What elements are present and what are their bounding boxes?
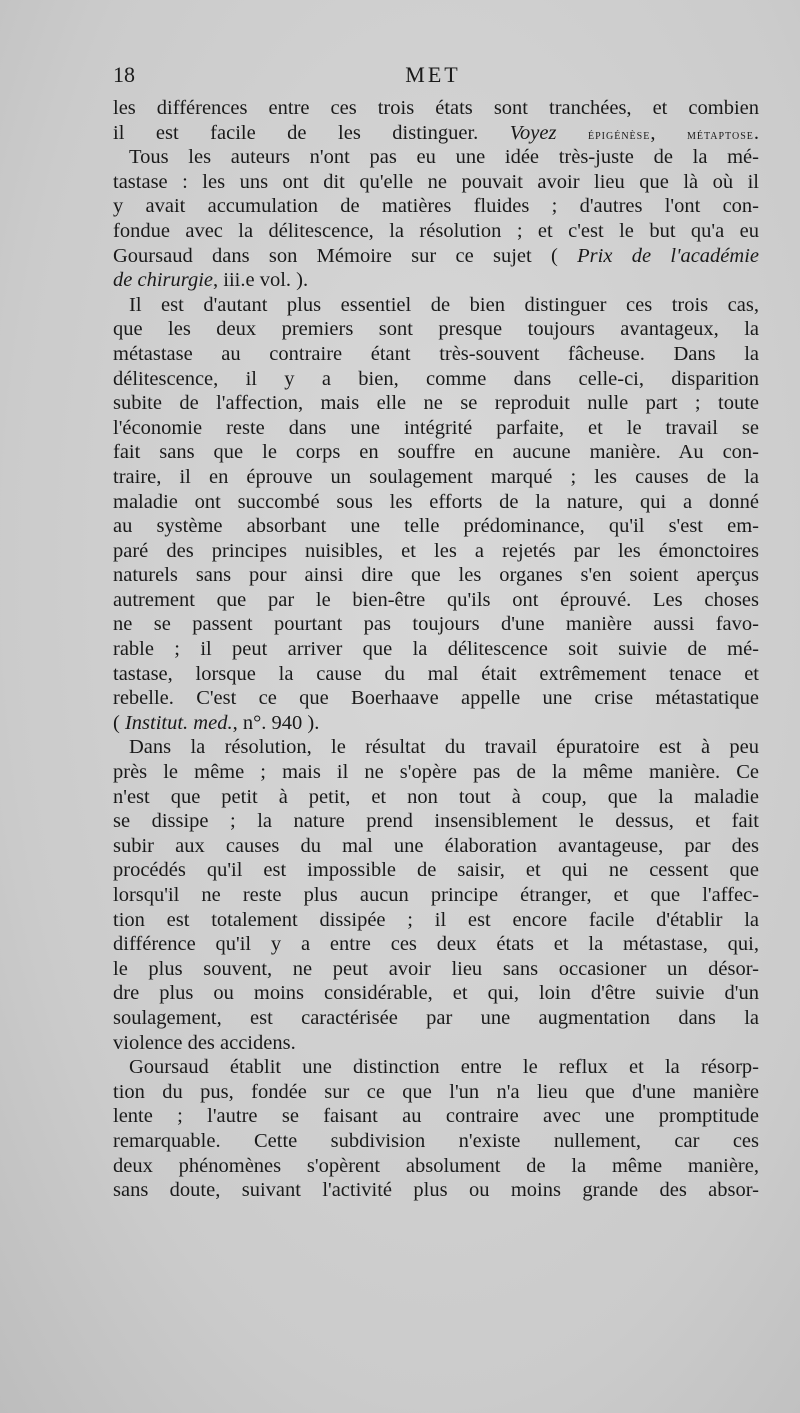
text-segment: métastase au contraire étant très-souvent fâcheuse. Dans la: [113, 342, 759, 365]
text-line: [113, 563, 759, 588]
text-line: [113, 662, 759, 687]
text-segment: ne se passent pourtant pas toujours d'une manière aussi favo-: [113, 613, 759, 636]
text-segment: Goursaud établit une distinction entre le reflux et la résorp-: [129, 1056, 759, 1079]
text-segment: épigénèse: [587, 126, 651, 143]
text-segment: tastase : les uns ont dit qu'elle ne pouvait avoir lieu que là où il: [113, 170, 759, 193]
text-segment: rable ; il peut arriver que la délitescence soit suivie de mé-: [113, 638, 759, 661]
text-segment: n'est que petit à petit, et non tout à coup, que la maladie: [113, 785, 759, 808]
text-segment: procédés qu'il est impossible de saisir, et qui ne cessent que: [113, 859, 759, 882]
text-line: [113, 96, 759, 121]
text-segment: métaptose: [686, 126, 754, 143]
text-segment: lorsqu'il ne reste plus aucun principe étranger, et que l'affec-: [113, 884, 759, 906]
text-line: [113, 342, 759, 367]
text-line: [113, 883, 759, 908]
text-line: [113, 1129, 759, 1154]
text-line: [113, 588, 759, 613]
text-line: [113, 293, 759, 318]
text-line: [113, 244, 759, 269]
text-line: [113, 1154, 759, 1179]
text-line: [113, 391, 759, 416]
text-segment: ,: [650, 121, 687, 144]
text-segment: les différences entre ces trois états sont tranchées, et combien: [113, 97, 759, 119]
text-segment: autrement que par le bien-être qu'ils ont éprouvé. Les choses: [113, 588, 759, 611]
text-line: [113, 514, 759, 539]
text-segment: traire, il en éprouve un soulagement marqué ; les causes de la: [113, 465, 759, 488]
text-segment: sans doute, suivant l'activité plus ou moins grande des absor-: [113, 1179, 759, 1202]
text-segment: subir aux causes du mal une élaboration avantageuse, par des: [113, 834, 759, 857]
text-segment: violence des accidens.: [113, 1031, 296, 1054]
text-segment: maladie ont succombé sous les efforts de la nature, qui a donné: [113, 490, 759, 513]
text-segment: il est facile de les distinguer.: [113, 121, 510, 144]
text-segment: remarquable. Cette subdivision n'existe nullement, car ces: [113, 1129, 759, 1152]
text-segment: Institut. med.: [124, 711, 233, 734]
text-line: [113, 440, 759, 465]
text-line: [113, 1006, 759, 1031]
text-segment: dre plus ou moins considérable, et qui, loin d'être suivie d'un: [113, 982, 759, 1005]
text-line: [113, 785, 759, 810]
text-line: [113, 612, 759, 637]
text-segment: naturels sans pour ainsi dire que les organes s'en soient aperçus: [113, 564, 759, 587]
text-line: [113, 1178, 759, 1203]
text-segment: au système absorbant une telle prédominance, qu'il s'est em-: [113, 515, 759, 538]
text-segment: se dissipe ; la nature prend insensiblement le dessus, et fait: [113, 810, 759, 833]
text-line: [113, 809, 759, 834]
text-line: [113, 268, 759, 293]
text-segment: de chirurgie: [113, 269, 214, 292]
text-segment: près le même ; mais il ne s'opère pas de la même manière. Ce: [113, 761, 759, 784]
text-segment: que les deux premiers sont presque toujours avantageux, la: [113, 318, 759, 341]
text-line: [113, 760, 759, 785]
text-line: [113, 1031, 759, 1056]
text-line: [113, 367, 759, 392]
text-segment: (: [113, 711, 125, 734]
text-line: [113, 317, 759, 342]
running-head: MET: [405, 62, 461, 87]
text-segment: fondue avec la délitescence, la résolution ; et c'est le but qu'a eu: [113, 219, 759, 242]
text-segment: deux phénomènes s'opèrent absolument de la même manière,: [113, 1154, 759, 1177]
text-line: [113, 957, 759, 982]
body-text: [113, 96, 759, 1203]
text-line: [113, 1080, 759, 1105]
text-line: [113, 490, 759, 515]
text-segment: délitescence, il y a bien, comme dans celle-ci, disparition: [113, 367, 759, 390]
text-segment: Voyez: [509, 121, 557, 144]
text-segment: , iii.e vol. ).: [213, 269, 309, 292]
text-line: [113, 145, 759, 170]
text-segment: rebelle. C'est ce que Boerhaave appelle une crise métastatique: [113, 687, 759, 710]
text-segment: tastase, lorsque la cause du mal était extrêmement tenace et: [113, 662, 759, 685]
text-segment: soulagement, est caractérisée par une augmentation dans la: [113, 1006, 759, 1029]
page-header: [113, 62, 759, 92]
text-segment: l'économie reste dans une intégrité parfaite, et le travail se: [113, 416, 759, 439]
text-line: [113, 981, 759, 1006]
text-line: [113, 834, 759, 859]
text-segment: tion du pus, fondée sur ce que l'un n'a lieu que d'une manière: [113, 1080, 759, 1103]
text-line: [113, 637, 759, 662]
text-line: [113, 858, 759, 883]
text-segment: lente ; l'autre se faisant au contraire avec une promptitude: [113, 1105, 759, 1128]
text-line: [113, 465, 759, 490]
text-segment: le plus souvent, ne peut avoir lieu sans occasioner un désor-: [113, 957, 759, 980]
text-segment: subite de l'affection, mais elle ne se reproduit nulle part ; toute: [113, 392, 759, 415]
text-line: [113, 416, 759, 441]
text-segment: différence qu'il y a entre ces deux états et la métastase, qui,: [113, 933, 759, 956]
text-segment: paré des principes nuisibles, et les a rejetés par les émonctoires: [113, 539, 759, 562]
text-segment: Goursaud dans son Mémoire sur ce sujet (: [113, 244, 578, 267]
text-line: [113, 1104, 759, 1129]
text-segment: .: [753, 121, 759, 144]
text-segment: y avait accumulation de matières fluides ; d'autres l'ont con-: [113, 195, 759, 218]
text-line: [113, 735, 759, 760]
text-line: [113, 711, 759, 736]
text-line: [113, 1055, 759, 1080]
page-number: 18: [113, 62, 135, 87]
text-segment: [556, 122, 588, 144]
text-segment: fait sans que le corps en souffre en aucune manière. Au con-: [113, 441, 759, 464]
text-line: [113, 539, 759, 564]
text-line: [113, 121, 759, 146]
text-line: [113, 686, 759, 711]
text-segment: Tous les auteurs n'ont pas eu une idée très-juste de la mé-: [129, 146, 759, 169]
text-segment: Prix de l'académie: [577, 244, 759, 267]
text-segment: Il est d'autant plus essentiel de bien distinguer ces trois cas,: [129, 293, 759, 316]
text-line: [113, 932, 759, 957]
text-segment: , n°. 940 ).: [232, 711, 320, 734]
text-line: [113, 194, 759, 219]
text-segment: tion est totalement dissipée ; il est encore facile d'établir la: [113, 908, 759, 931]
text-line: [113, 219, 759, 244]
text-line: [113, 908, 759, 933]
text-segment: Dans la résolution, le résultat du travail épuratoire est à peu: [129, 736, 759, 759]
text-line: [113, 170, 759, 195]
